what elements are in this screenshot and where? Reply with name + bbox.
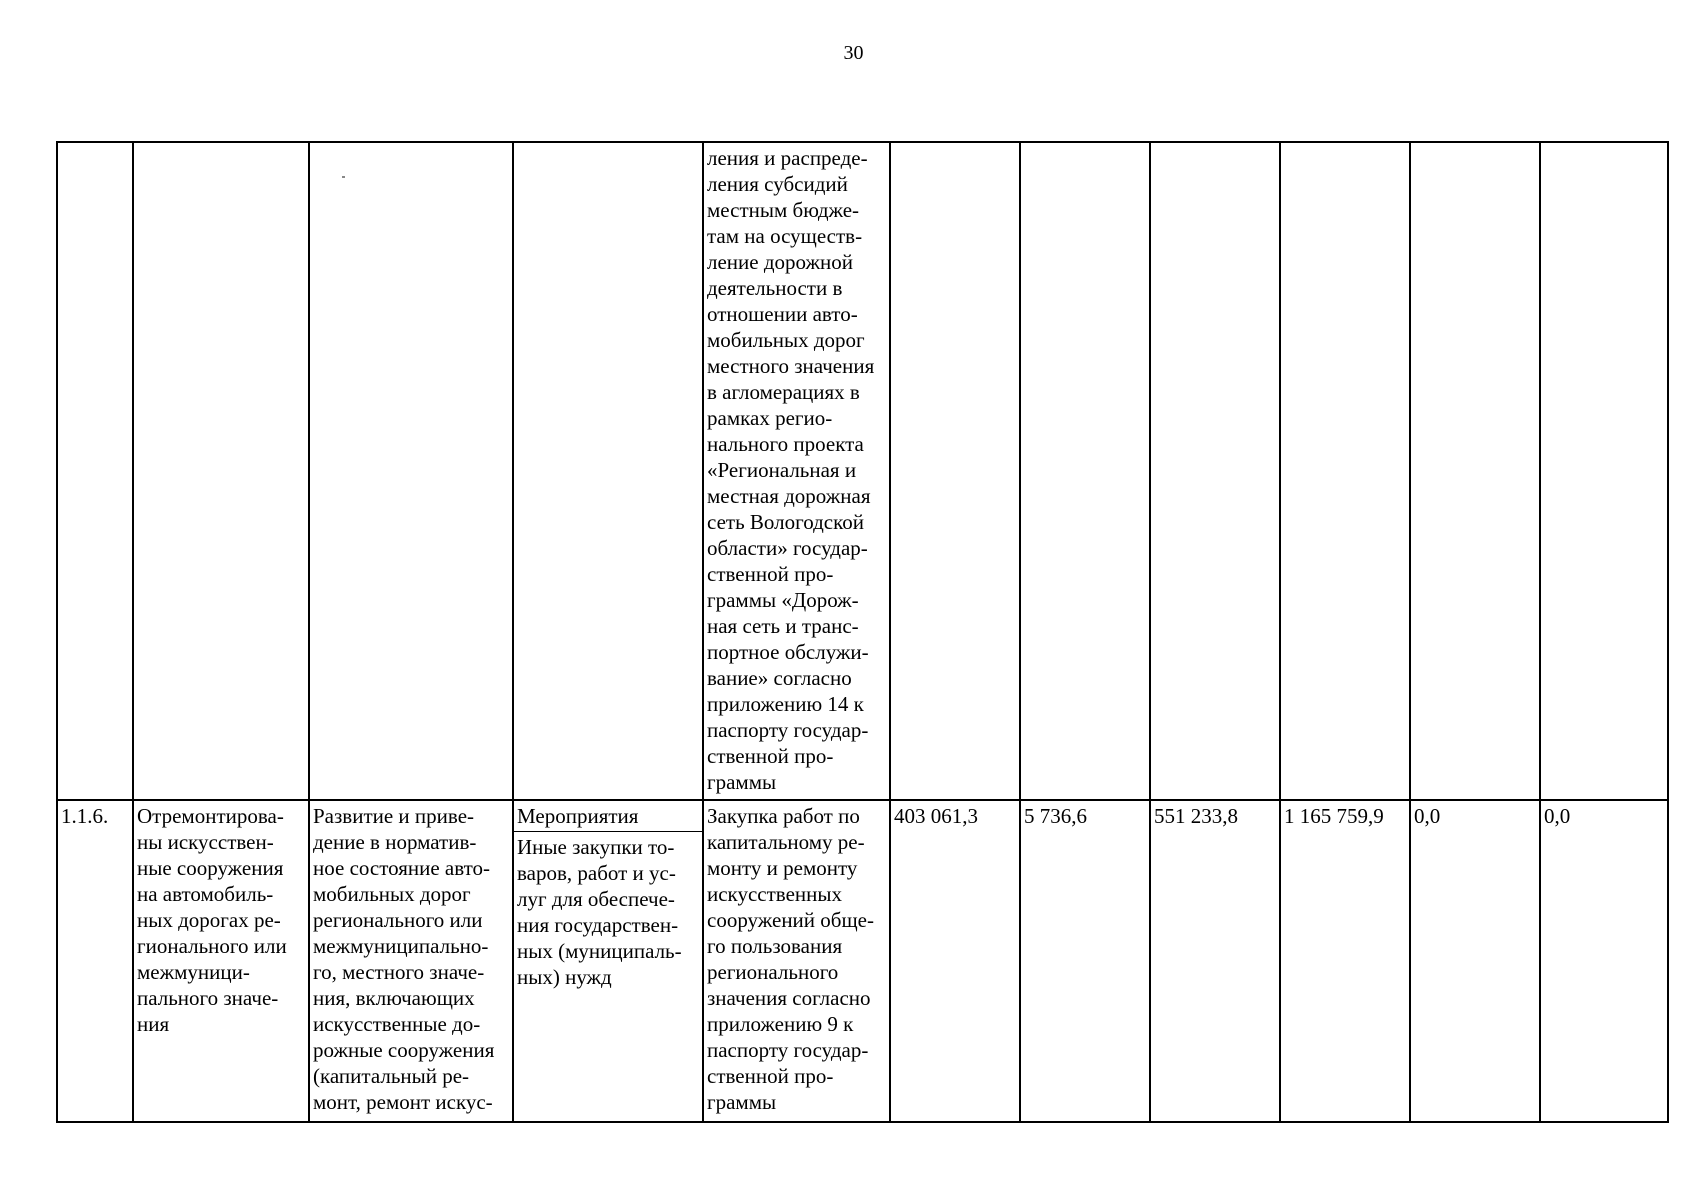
- cell-task: [309, 142, 513, 800]
- cell-value-4: 1 165 759,9: [1280, 800, 1410, 1122]
- cell-value-6: [1540, 142, 1668, 800]
- table-row-continued: [57, 142, 1668, 800]
- cell-description: Закупка работ по капитальному ре- монту и ремонту искусственных сооружений обще- го пользования регионального значения согласно приложению 9 к паспорту государ- ственной про- граммы: [703, 800, 890, 1122]
- cell-mechanism: [513, 142, 703, 800]
- mechanism-title: Мероприятия: [514, 801, 702, 832]
- cell-value-3: [1150, 142, 1280, 800]
- cell-value-6: 0,0: [1540, 800, 1668, 1122]
- cell-description: ления и распреде- ления субсидий местным бюдже- там на осуществ- ление дорожной деятельности в отношении авто- мобильных дорог местного значения в агломерациях в рамках регио- нального проекта «Региональная и местная дорожная сеть Вологодской области» государ- ственной про- граммы «Дорож- ная сеть и транс- портное обслужи- вание» согласно приложению 14 к паспорту государ- ственной про- граммы: [703, 142, 890, 800]
- cell-value-2: [1020, 142, 1150, 800]
- mechanism-text: Иные закупки то- варов, работ и ус- луг для обеспече- ния государствен- ных (муниципаль- ных) нужд: [517, 835, 682, 989]
- page-number: 30: [843, 42, 864, 64]
- cell-num: 1.1.6.: [57, 800, 133, 1122]
- table-row-1-1-6: [57, 800, 1668, 1122]
- cell-result: [133, 142, 309, 800]
- program-table: [56, 141, 1669, 1123]
- cell-value-1: 403 061,3: [890, 800, 1020, 1122]
- cell-value-5: 0,0: [1410, 800, 1540, 1122]
- cell-task: Развитие и приве- дение в норматив- ное состояние авто- мобильных дорог регионального или межмуниципально- го, местного значе- ния, включающих искусственные до- рожные сооружения (капитальный ре- монт, ремонт искус-: [309, 800, 513, 1122]
- cell-value-2: 5 736,6: [1020, 800, 1150, 1122]
- cell-value-4: [1280, 142, 1410, 800]
- cell-value-3: 551 233,8: [1150, 800, 1280, 1122]
- cell-value-5: [1410, 142, 1540, 800]
- cell-result: Отремонтирова- ны искусствен- ные сооружения на автомобиль- ных дорогах ре- гионального или межмуници- пального значе- ния: [133, 800, 309, 1122]
- cell-mechanism: [513, 800, 703, 1122]
- cell-value-1: [890, 142, 1020, 800]
- cell-num: [57, 142, 133, 800]
